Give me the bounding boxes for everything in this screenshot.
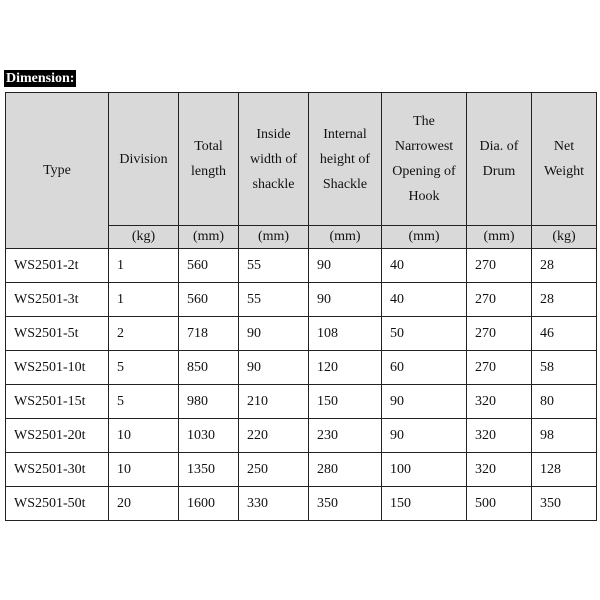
header-drum-diameter: Dia. of Drum (467, 93, 532, 226)
table-cell: 560 (179, 249, 239, 283)
unit-cell: (mm) (467, 226, 532, 249)
unit-cell: (mm) (382, 226, 467, 249)
header-division: Division (109, 93, 179, 226)
table-cell: 350 (532, 487, 597, 521)
table-cell: 108 (309, 317, 382, 351)
table-cell: 5 (109, 351, 179, 385)
table-cell: 90 (382, 385, 467, 419)
table-cell: 40 (382, 249, 467, 283)
header-net-weight: Net Weight (532, 93, 597, 226)
table-cell: 90 (382, 419, 467, 453)
table-cell: 50 (382, 317, 467, 351)
unit-cell: (mm) (179, 226, 239, 249)
unit-cell: (mm) (239, 226, 309, 249)
table-row (6, 453, 597, 487)
table-cell: 1 (109, 249, 179, 283)
header-internal-height: Internal height of Shackle (309, 93, 382, 226)
table-cell: 560 (179, 283, 239, 317)
table-cell: 28 (532, 283, 597, 317)
table-cell: 5 (109, 385, 179, 419)
table-cell: WS2501-3t (6, 283, 109, 317)
table-cell: 980 (179, 385, 239, 419)
table-cell: 90 (239, 351, 309, 385)
table-row (6, 385, 597, 419)
table-cell: 55 (239, 283, 309, 317)
table-cell: 98 (532, 419, 597, 453)
table-cell: 40 (382, 283, 467, 317)
table-cell: 28 (532, 249, 597, 283)
table-cell: 90 (309, 249, 382, 283)
table-cell: 2 (109, 317, 179, 351)
table-cell: WS2501-20t (6, 419, 109, 453)
table-cell: 90 (239, 317, 309, 351)
table-cell: 55 (239, 249, 309, 283)
table-cell: 500 (467, 487, 532, 521)
table-cell: 230 (309, 419, 382, 453)
table-cell: 80 (532, 385, 597, 419)
unit-cell: (kg) (109, 226, 179, 249)
table-cell: 350 (309, 487, 382, 521)
table-cell: WS2501-2t (6, 249, 109, 283)
unit-cell: (mm) (309, 226, 382, 249)
table-cell: 1 (109, 283, 179, 317)
unit-cell: (kg) (532, 226, 597, 249)
table-cell: 150 (309, 385, 382, 419)
table-row (6, 419, 597, 453)
table-row (6, 317, 597, 351)
table-cell: WS2501-50t (6, 487, 109, 521)
table-cell: 120 (309, 351, 382, 385)
table-cell: 280 (309, 453, 382, 487)
header-type: Type (6, 93, 109, 249)
table-row (6, 283, 597, 317)
table-cell: 1030 (179, 419, 239, 453)
table-cell: 210 (239, 385, 309, 419)
header-inside-width: Inside width of shackle (239, 93, 309, 226)
table-cell: 128 (532, 453, 597, 487)
table-cell: 220 (239, 419, 309, 453)
table-cell: 46 (532, 317, 597, 351)
table-cell: 330 (239, 487, 309, 521)
table-cell: 270 (467, 283, 532, 317)
table-cell: 270 (467, 317, 532, 351)
table-cell: 270 (467, 351, 532, 385)
table-cell: 320 (467, 453, 532, 487)
table-cell: WS2501-10t (6, 351, 109, 385)
table-row (6, 249, 597, 283)
table-cell: 150 (382, 487, 467, 521)
header-narrowest-opening: The Narrowest Opening of Hook (382, 93, 467, 226)
table-cell: 1600 (179, 487, 239, 521)
dimension-table (5, 92, 597, 521)
table-row (6, 487, 597, 521)
table-cell: WS2501-15t (6, 385, 109, 419)
table-cell: 58 (532, 351, 597, 385)
table-cell: 320 (467, 385, 532, 419)
table-row (6, 351, 597, 385)
table-cell: WS2501-30t (6, 453, 109, 487)
section-title: Dimension: (6, 71, 75, 86)
table-cell: 270 (467, 249, 532, 283)
table-cell: 718 (179, 317, 239, 351)
header-total-length: Total length (179, 93, 239, 226)
table-cell: 850 (179, 351, 239, 385)
table-cell: 20 (109, 487, 179, 521)
table-cell: 1350 (179, 453, 239, 487)
table-cell: 100 (382, 453, 467, 487)
table-cell: 10 (109, 453, 179, 487)
table-cell: WS2501-5t (6, 317, 109, 351)
table-cell: 250 (239, 453, 309, 487)
table-cell: 90 (309, 283, 382, 317)
table-cell: 60 (382, 351, 467, 385)
table-cell: 10 (109, 419, 179, 453)
table-cell: 320 (467, 419, 532, 453)
